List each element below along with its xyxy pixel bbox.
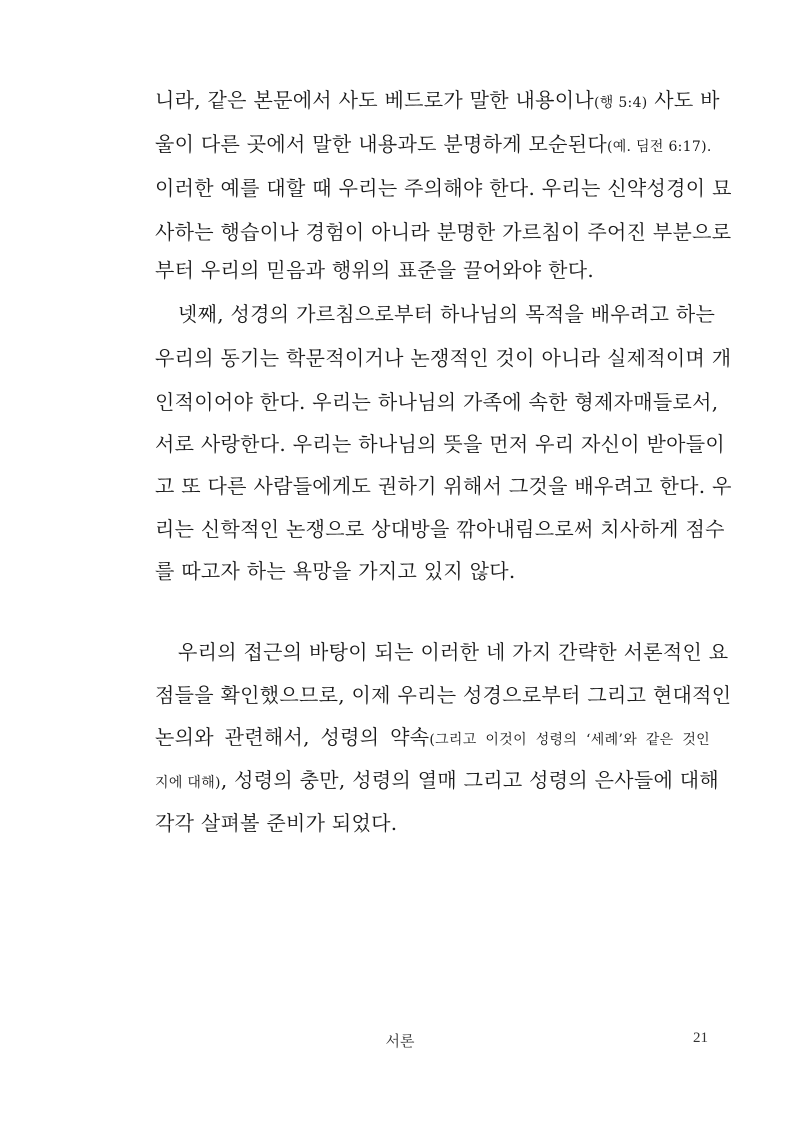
paragraph2-line7: 를 따고자 하는 욕망을 가지고 있지 않다. [155,559,516,583]
text: , 성령의 충만, 성령의 열매 그리고 성령의 은사들에 대해 [220,768,720,792]
paragraph1-line5: 부터 우리의 믿음과 행위의 표준을 끌어와야 한다. [155,258,595,282]
paragraph2-line3: 인적이어야 한다. 우리는 하나님의 가족에 속한 형제자매들로서, [155,390,719,414]
paragraph3-line2: 점들을 확인했으므로, 이제 우리는 성경으로부터 그리고 현대적인 [155,683,732,707]
bible-reference: (행 5:4) [594,95,648,111]
paragraph1-line2 [155,130,710,161]
paragraph1-line3: 이러한 예를 대할 때 우리는 주의해야 한다. 우리는 신약성경이 묘 [155,176,732,200]
paragraph2-line4: 서로 사랑한다. 우리는 하나님의 뜻을 먼저 우리 자신이 받아들이 [155,432,726,456]
paragraph3-line1: 우리의 접근의 바탕이 되는 이러한 네 가지 간략한 서론적인 요 [178,640,729,664]
page-number: 21 [693,1030,708,1046]
text: 울이 다른 곳에서 말한 내용과도 분명하게 모순된다 [155,132,607,156]
paragraph3-line5: 각각 살펴볼 준비가 되었다. [155,811,398,835]
text: 사도 바 [647,88,720,112]
paragraph2-line5: 고 또 다른 사람들에게도 권하기 위해서 그것을 배우려고 한다. 우 [155,474,732,498]
paragraph2-line2: 우리의 동기는 학문적이거나 논쟁적인 것이 아니라 실제적이며 개 [155,346,732,370]
paragraph2-line1: 넷째, 성경의 가르침으로부터 하나님의 목적을 배우려고 하는 [178,302,716,326]
paragraph1-line1 [155,86,720,117]
paragraph1-line4: 사하는 행습이나 경험이 아니라 분명한 가르침이 주어진 부분으로 [155,220,732,244]
parenthetical-note: 지에 대해) [155,775,221,791]
paragraph3-line4 [155,766,720,797]
text: 논의와 관련해서, 성령의 약속 [155,725,430,749]
paragraph3-line3 [155,723,710,754]
bible-reference: (예. 딤전 6:17). [606,139,712,155]
parenthetical-note: (그리고 이것이 성령의 ‘세례’와 같은 것인 [429,732,710,748]
running-footer-title: 서론 [385,1032,415,1050]
text: 니라, 같은 본문에서 사도 베드로가 말한 내용이나 [155,88,595,112]
paragraph2-line6: 리는 신학적인 논쟁으로 상대방을 깎아내림으로써 치사하게 점수 [155,517,725,541]
